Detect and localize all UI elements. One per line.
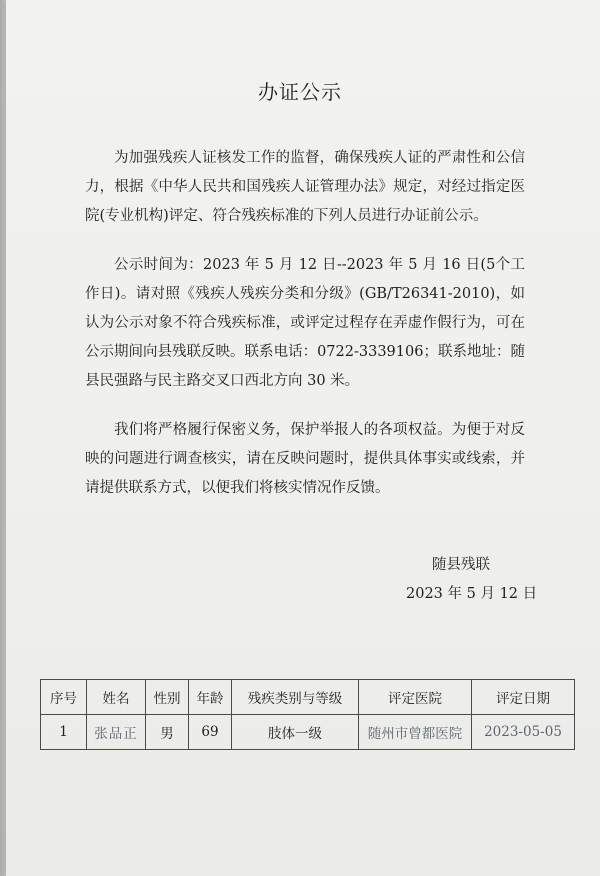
issue-date: 2023 年 5 月 12 日 (406, 586, 538, 602)
cell-hospital: 随州市曾都医院 (359, 715, 472, 750)
cell-assessment-date: 2023-05-05 (472, 715, 575, 750)
cell-name: 张品正 (87, 715, 146, 750)
table-header-row (41, 680, 575, 715)
paragraph-text: 公示时间为：2023 年 5 月 12 日--2023 年 5 月 16 日(5个工作日)。请对照《残疾人残疾分类和分级》(GB/T26341-2010)，如认为公示对象不符合残疾标准，或评定过程存在弄虚作假行为，可在公示期间向县残联反映。联系电话：0722-3339106；联系地址：随县民强路与民主路交叉口西北方向 30 米。 (85, 257, 525, 389)
paragraph-text: 我们将严格履行保密义务，保护举报人的各项权益。为便于对反映的问题进行调查核实，请在反映问题时，提供具体事实或线索，并请提供联系方式，以便我们将核实情况作反馈。 (85, 422, 525, 496)
paragraph-text: 为加强残疾人证核发工作的监督，确保残疾人证的严肃性和公信力，根据《中华人民共和国残疾人证管理办法》规定，对经过指定医院(专业机构)评定、符合残疾标准的下列人员进行办证前公示。 (85, 150, 525, 224)
issuing-organization: 随县残联 (432, 557, 490, 573)
column-header: 评定日期 (472, 680, 575, 715)
cell-age: 69 (189, 715, 232, 750)
notice-paragraph-2 (85, 251, 525, 396)
document-title: 办证公示 (258, 80, 342, 104)
column-header: 序号 (41, 680, 87, 715)
cell-gender: 男 (146, 715, 189, 750)
column-header: 残疾类别与等级 (232, 680, 359, 715)
cell-serial: 1 (41, 715, 87, 750)
column-header: 姓名 (87, 680, 146, 715)
table-row (41, 715, 575, 750)
column-header: 性别 (146, 680, 189, 715)
column-header: 评定医院 (359, 680, 472, 715)
notice-paragraph-3 (85, 416, 525, 503)
notice-paragraph-1 (85, 144, 525, 231)
cell-disability-grade: 肢体一级 (232, 715, 359, 750)
column-header: 年龄 (189, 680, 232, 715)
applicant-roster-table (40, 679, 575, 750)
